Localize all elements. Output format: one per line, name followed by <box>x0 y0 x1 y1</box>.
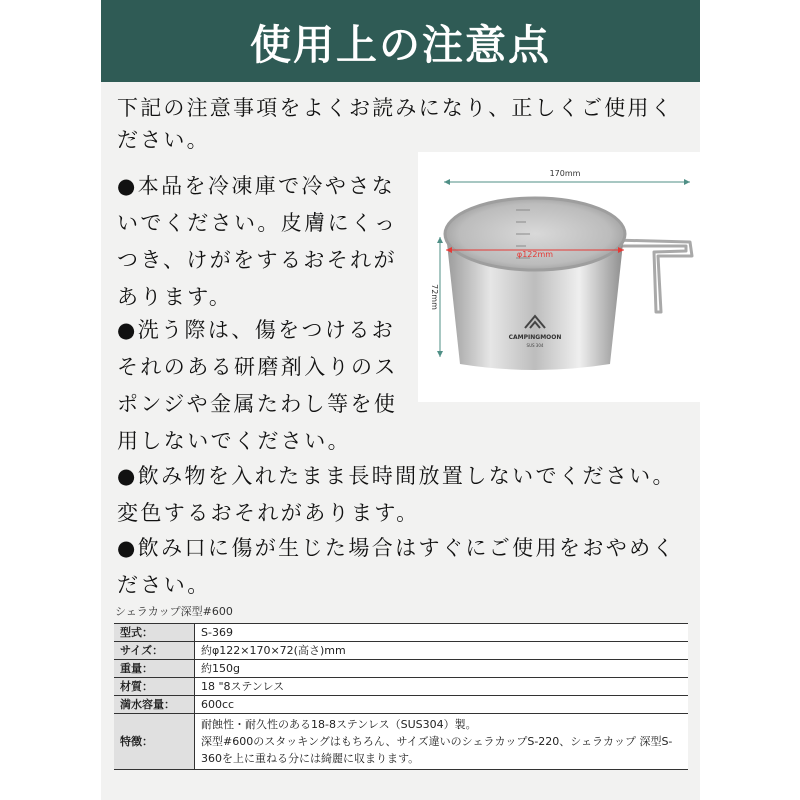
diameter-label: φ122mm <box>516 250 554 259</box>
spec-key: サイズ： <box>114 642 195 660</box>
cup-figure <box>418 152 700 402</box>
spec-caption: シェラカップ深型#600 <box>115 605 233 618</box>
page-title: 使用上の注意点 <box>250 20 551 69</box>
cup-rim <box>445 198 625 270</box>
spec-key: 材質： <box>114 678 195 696</box>
table-row <box>114 696 688 714</box>
spec-value: S-369 <box>195 624 689 642</box>
width-label: 170mm <box>549 169 581 178</box>
table-row <box>114 714 688 770</box>
table-row <box>114 678 688 696</box>
intro-text: 下記の注意事項をよくお読みになり、正しくご使用ください。 <box>117 96 674 152</box>
note-washing: ●洗う際は、傷をつけるおそれのある研磨剤入りのスポンジや金属たわし等を使用しないでください。 <box>117 318 398 453</box>
brand-sub: SUS 304 <box>526 343 544 348</box>
spec-value: 約φ122×170×72(高さ)mm <box>195 642 689 660</box>
table-row <box>114 624 688 642</box>
spec-key: 特徴： <box>114 714 195 770</box>
spec-key: 重量： <box>114 660 195 678</box>
spec-value: 約150g <box>195 660 689 678</box>
table-row <box>114 660 688 678</box>
note-drinks: ●飲み物を入れたまま長時間放置しないでください。変色するおそれがあります。 <box>117 464 676 525</box>
spec-section <box>101 601 700 770</box>
spec-value-feature <box>195 714 689 770</box>
header-banner <box>101 0 700 82</box>
spec-key: 型式： <box>114 624 195 642</box>
cup-illustration <box>418 152 700 402</box>
brand-name: CAMPINGMOON <box>508 334 562 341</box>
height-label: 72mm <box>430 284 439 310</box>
spec-key: 満水容量： <box>114 696 195 714</box>
feature-line-1: 耐蝕性・耐久性のある18-8ステンレス（SUS304）製。 <box>201 718 477 731</box>
cup-handle <box>614 240 692 312</box>
table-row <box>114 642 688 660</box>
spec-value: 18 "8ステンレス <box>195 678 689 696</box>
note-rim: ●飲み口に傷が生じた場合はすぐにご使用をおやめください。 <box>117 536 676 597</box>
note-freezer: ●本品を冷凍庫で冷やさないでください。皮膚にくっつき、けがをするおそれがあります。 <box>117 174 398 309</box>
spec-table <box>114 623 688 770</box>
spec-value: 600cc <box>195 696 689 714</box>
feature-line-2: 深型#600のスタッキングはもちろん、サイズ違いのシェラカップS-220、シェラカップ 深型S-360を上に重ねる分には綺麗に収まります。 <box>201 735 673 765</box>
